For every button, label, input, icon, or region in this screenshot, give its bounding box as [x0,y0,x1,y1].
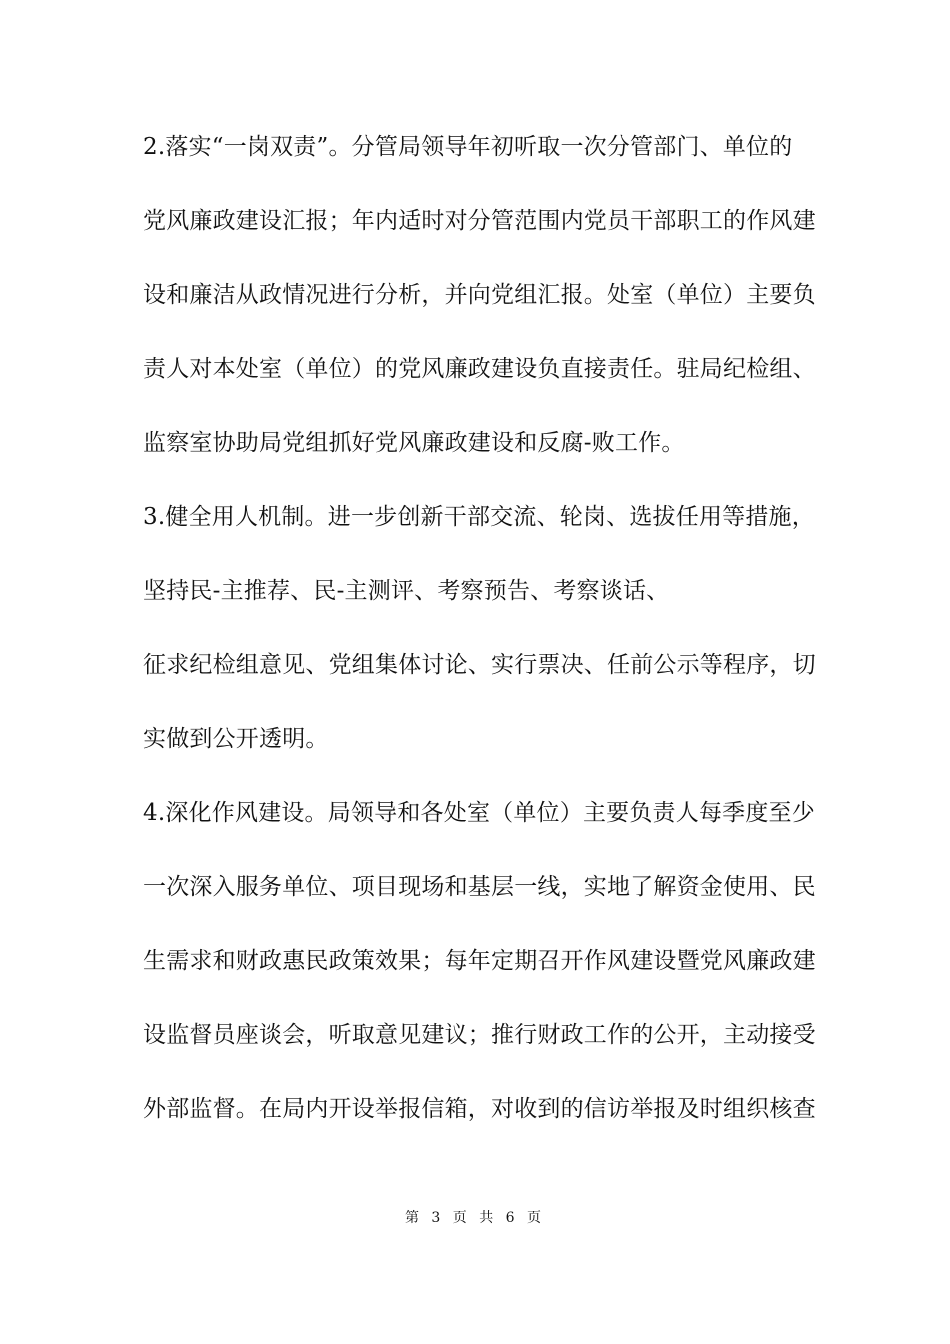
text-line: 生需求和财政惠民政策效果；每年定期召开作风建设暨党风廉政建 [143,948,816,974]
text-line: 实做到公开透明。 [143,726,329,752]
text-line: 责人对本处室（单位）的党风廉政建设负直接责任。驻局纪检组、 [143,356,816,382]
text-line: 设监督员座谈会，听取意见建议；推行财政工作的公开，主动接受 [143,1022,816,1048]
text-line: 2.落实“一岗双责”。分管局领导年初听取一次分管部门、单位的 [143,134,793,160]
text-line: 征求纪检组意见、党组集体讨论、实行票决、任前公示等程序，切 [143,652,816,678]
text-line: 4.深化作风建设。局领导和各处室（单位）主要负责人每季度至少 [143,800,815,826]
text-line: 设和廉洁从政情况进行分析，并向党组汇报。处室（单位）主要负 [143,282,816,308]
text-line: 一次深入服务单位、项目现场和基层一线，实地了解资金使用、民 [143,874,816,900]
text-line: 监察室协助局党组抓好党风廉政建设和反腐-败工作。 [143,430,685,456]
text-line: 3.健全用人机制。进一步创新干部交流、轮岗、选拔任用等措施， [143,504,815,530]
text-line: 外部监督。在局内开设举报信箱，对收到的信访举报及时组织核查 [143,1096,816,1122]
text-line: 坚持民-主推荐、民-主测评、考察预告、考察谈话、 [143,578,670,604]
page-number-footer: 第 3 页 共 6 页 [404,1210,546,1226]
text-line: 党风廉政建设汇报；年内适时对分管范围内党员干部职工的作风建 [143,208,816,234]
document-body [143,132,816,1168]
